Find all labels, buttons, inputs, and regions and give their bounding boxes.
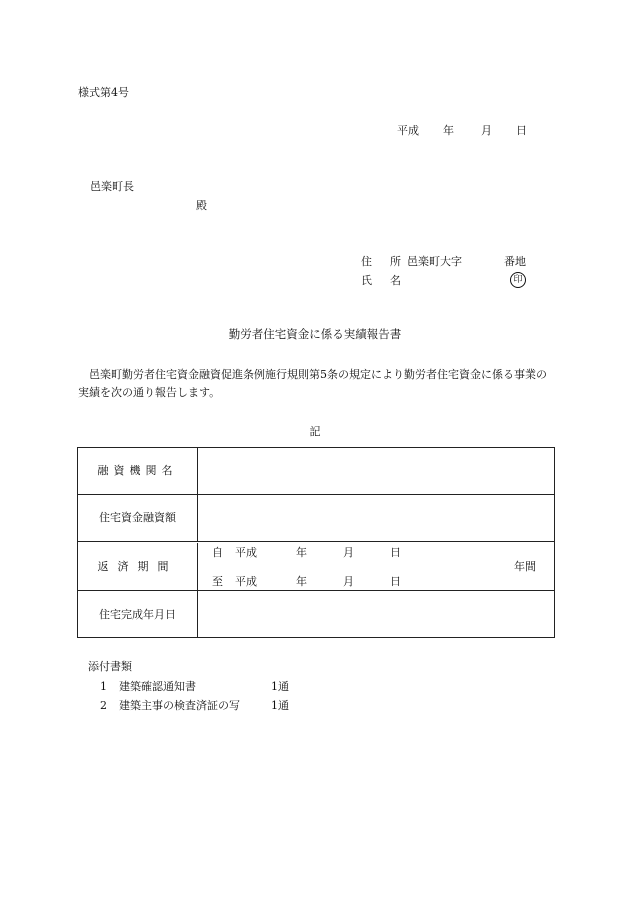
address-suffix: 番地: [504, 255, 526, 268]
recipient-honorific: 殿: [196, 199, 207, 212]
address-label-char-2: 所: [390, 255, 401, 268]
seal-mark: 印: [510, 272, 526, 288]
table-row-repayment-period: [78, 543, 554, 591]
period-from-prefix: 自: [212, 546, 223, 559]
repayment-period-label-text: 返済期間: [97, 559, 178, 573]
period-duration-suffix: 年間: [514, 560, 536, 573]
period-to-era: 平成: [235, 575, 257, 588]
document-title: 勤労者住宅資金に係る実績報告書: [228, 327, 402, 341]
attachments-heading: 添付書類: [88, 660, 132, 673]
name-label: [361, 274, 401, 287]
attachment-number: 2: [100, 699, 107, 712]
address-label-char-1: 住: [361, 255, 372, 268]
loan-amount-label: [78, 495, 198, 541]
loan-amount-value: [198, 495, 554, 541]
date-era: 平成: [397, 124, 419, 137]
loan-amount-label-text: 住宅資金融資額: [99, 511, 176, 525]
address-value: 邑楽町大字: [407, 255, 462, 268]
completion-date-label-text: 住宅完成年月日: [99, 607, 176, 621]
address-label: [361, 255, 401, 268]
date-day-label: 日: [516, 124, 527, 137]
date-month-label: 月: [481, 124, 492, 137]
table-row-lender: [78, 448, 554, 495]
attachment-number: 1: [100, 680, 107, 693]
completion-date-value: [198, 591, 554, 638]
table-row-completion-date: [78, 591, 554, 638]
recipient-title: 邑楽町長: [90, 180, 134, 193]
period-to-prefix: 至: [212, 575, 223, 588]
form-number: 様式第4号: [78, 86, 129, 99]
details-table: [77, 447, 555, 638]
period-from-year: 年: [296, 546, 307, 559]
attachment-count: 1通: [271, 680, 289, 693]
lender-label-text: 融資機関名: [97, 464, 178, 478]
attachment-name: 建築主事の検査済証の写: [119, 699, 240, 712]
repayment-period-label: [78, 543, 198, 590]
completion-date-label: [78, 591, 198, 638]
attachment-count: 1通: [271, 699, 289, 712]
repayment-period-value: [198, 543, 554, 590]
period-from-era: 平成: [235, 546, 257, 559]
name-label-char-1: 氏: [361, 274, 372, 287]
ki-label: 記: [309, 425, 321, 438]
name-label-char-2: 名: [390, 274, 401, 287]
body-text: 邑楽町勤労者住宅資金融資促進条例施行規則第5条の規定により勤労者住宅資金に係る事業の実績を次の通り報告します。: [78, 368, 547, 399]
period-to-year: 年: [296, 575, 307, 588]
table-row-loan-amount: [78, 495, 554, 542]
attachment-name: 建築確認通知書: [119, 680, 196, 693]
period-to-day: 日: [390, 575, 401, 588]
lender-value: [198, 448, 554, 494]
period-from-month: 月: [343, 546, 354, 559]
date-year-label: 年: [443, 124, 454, 137]
lender-label: [78, 448, 198, 494]
period-to-month: 月: [343, 575, 354, 588]
period-from-day: 日: [390, 546, 401, 559]
